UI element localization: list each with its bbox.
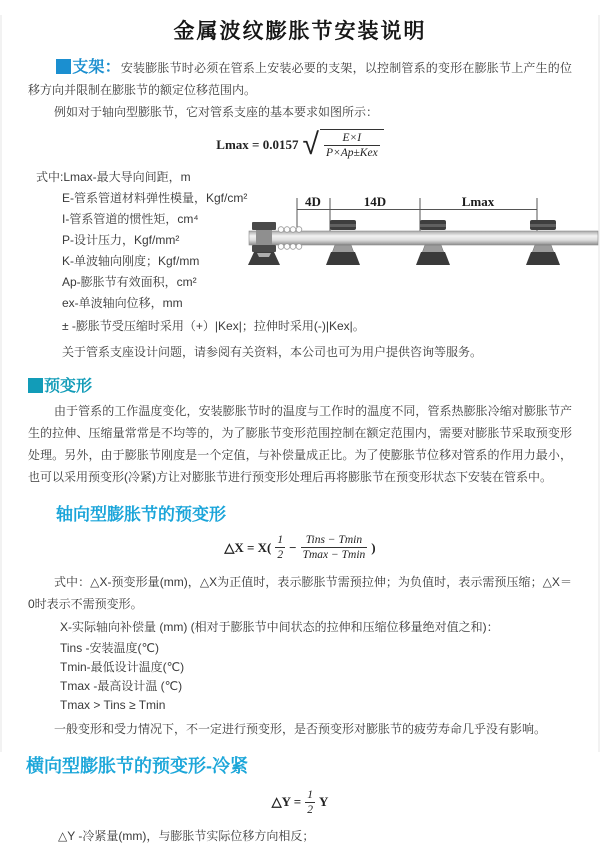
axial-formula-temp-fraction xyxy=(301,533,368,563)
t-line: Tins -安装温度(℃) xyxy=(60,640,160,655)
t-line: Tmax -最高设计温 (℃) xyxy=(60,678,183,693)
definition-line: 式中:Lmax-最大导向间距，m xyxy=(36,169,191,184)
t-line: Tmax > Tins ≥ Tmin xyxy=(60,697,166,712)
predeform-section-heading xyxy=(28,373,572,396)
lmax-formula-numerator: E×I xyxy=(342,132,362,144)
temp-numerator: Tins − Tmin xyxy=(305,533,363,546)
axial-formula-half xyxy=(275,533,285,563)
definitions-and-diagram xyxy=(36,167,598,315)
teal-square-icon xyxy=(28,378,43,393)
half-denominator: 2 xyxy=(277,549,284,562)
predeform-heading-label: 预变形 xyxy=(44,377,93,395)
predeform-body: 由于管系的工作温度变化，安装膨胀节时的温度与工作时的温度不同，管系热膨胀冷缩对膨胀节产生的拉伸、压缩量常常是不均等的，为了膨胀节变形范围控制在额定范围内，需要对膨胀节采取预变形处理。另外，由于膨胀节刚度是一个定值，与补偿量成正比。为了使膨胀节位移对管系的作用力最小，也可以采用预变形(冷紧)方让对膨胀节进行预变形处理后再将膨胀节在预变形状态下安装在管系中。 xyxy=(28,403,572,484)
definition-line: ex-单波轴向位移，mm xyxy=(62,295,183,310)
lmax-formula-fraction xyxy=(320,129,384,161)
dimension-label-lmax: Lmax xyxy=(461,194,495,209)
half-numerator: 1 xyxy=(307,788,313,801)
lateral-formula-lhs: △Y = xyxy=(271,794,302,810)
plus-minus-note: ± -膨胀节受压缩时采用（+）|Kex|；拉伸时采用(-)|Kex|。 xyxy=(62,318,365,333)
support-section-heading xyxy=(56,59,121,76)
half-numerator: 1 xyxy=(277,533,284,546)
lmax-formula-lhs: Lmax = 0.0157 xyxy=(216,136,299,152)
definition-line: I-管系管道的惯性矩，cm⁴ xyxy=(62,211,199,226)
lateral-note: △Y -冷紧量(mm)，与膨胀节实际位移方向相反； xyxy=(58,829,315,844)
axial-predeform-formula xyxy=(224,533,375,563)
support-intro-text: 安装膨胀节时必须在管系上安装必要的支架，以控制管系的变形在膨胀节上产生的位移方向并限制在膨胀节的额定位移范围内。 xyxy=(28,61,572,97)
page-title: 金属波纹膨胀节安装说明 xyxy=(173,20,427,43)
lmax-formula xyxy=(216,129,383,161)
dimension-label-4d: 4D xyxy=(305,194,321,209)
lmax-formula-denominator: P×Ap±Kex xyxy=(325,147,378,160)
x-definition-line: X-实际轴向补偿量 (mm) (相对于膨胀节中间状态的拉伸和压缩位移量绝对值之和)： xyxy=(60,619,499,634)
definition-line: Ap-膨胀节有效面积，cm² xyxy=(62,274,197,289)
support-example-line: 例如对于轴向型膨胀节，它对管系支座的基本要求如图所示： xyxy=(54,105,379,119)
lateral-formula-rhs: Y xyxy=(318,794,329,810)
document-page xyxy=(0,15,600,844)
definition-line: P-设计压力，Kgf/mm² xyxy=(62,232,180,247)
pipe-icon xyxy=(249,231,598,245)
axial-formula-lhs: △X = X( xyxy=(224,539,272,555)
sqrt-radical-icon: √ xyxy=(302,127,319,161)
definition-line: E-管系管道材料弹性模量，Kgf/cm² xyxy=(62,190,248,205)
axial-subheading: 轴向型膨胀节的预变形 xyxy=(56,504,226,524)
half-denominator: 2 xyxy=(307,803,313,816)
support-section-intro xyxy=(28,57,572,101)
axial-formula-minus: − xyxy=(289,539,297,555)
lateral-formula-half xyxy=(305,788,315,818)
lateral-subheading: 横向型膨胀节的预变形-冷紧 xyxy=(26,755,248,776)
axial-formula-rhs: ) xyxy=(371,539,376,555)
axial-explain: 式中：△X-预变形量(mm)，△X为正值时，表示膨胀节需预拉伸；为负值时，表示需预压缩；△X＝0时表示不需预变形。 xyxy=(28,574,572,611)
support-heading-label: 支架： xyxy=(72,59,121,76)
pipe-support-diagram xyxy=(248,195,600,283)
consult-note: 关于管系支座设计问题，请参阅有关资料，本公司也可为用户提供咨询等服务。 xyxy=(62,344,483,359)
lateral-predeform-formula xyxy=(272,788,329,818)
t-line: Tmin-最低设计温度(℃) xyxy=(60,659,185,674)
definition-line: K-单波轴向刚度；Kgf/mm xyxy=(62,253,200,268)
axial-note: 一般变形和受力情况下，不一定进行预变形，是否预变形对膨胀节的疲劳寿命几乎没有影响。 xyxy=(54,721,547,736)
blue-square-icon xyxy=(56,59,71,74)
temp-denominator: Tmax − Tmin xyxy=(302,549,366,562)
dimension-label-14d: 14D xyxy=(363,194,387,209)
